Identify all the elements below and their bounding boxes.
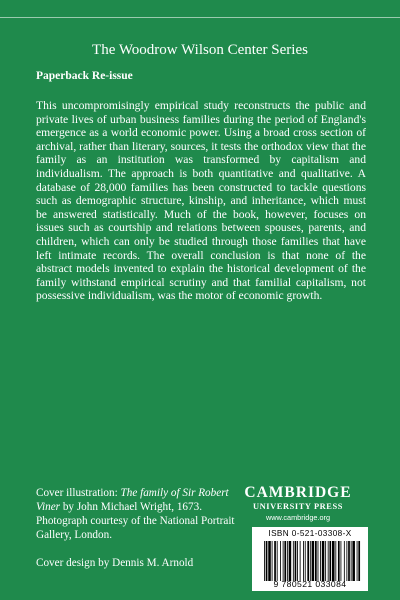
publisher-logo	[238, 485, 358, 522]
isbn-barcode	[252, 527, 368, 591]
credit-suffix: by John Michael Wright, 1673. Photograph courtesy of the National Portrait Gallery, London.	[36, 501, 235, 541]
top-divider	[0, 17, 400, 18]
cover-illustration-credit	[36, 486, 246, 542]
blurb-paragraph: This uncompromisingly empirical study reconstructs the public and private lives of urban business families during the period of England's emergence as a world economic power. Using a broad cross section of archival, rather than literary, sources, it tests the orthodox view that the family as an institution was transformed by capitalism and individualism. The approach is both quantitative and qualitative. A database of 28,000 families has been constructed to tackle questions such as demographic structure, kinship, and inheritance, which must be answered statistically. Much of the book, however, focuses on issues such as courtship and relations between spouses, parents, and children, which can only be studied through those families that have left intimate records. The overall conclusion is that none of the abstract models invented to explain the historical development of the family withstand empirical scrutiny and that familial capitalism, not possessive individualism, was the motor of economic growth.	[36, 99, 366, 303]
publisher-url: www.cambridge.org	[265, 513, 331, 522]
publisher-name: CAMBRIDGE	[244, 484, 352, 501]
ean-digits: 9 780521 033084	[273, 579, 347, 589]
edition-label: Paperback Re-issue	[36, 70, 133, 82]
series-title: The Woodrow Wilson Center Series	[92, 42, 308, 58]
barcode-bars	[262, 541, 362, 581]
artwork-title: The family of Sir Robert Viner	[36, 487, 229, 513]
credit-prefix: Cover illustration:	[36, 487, 121, 499]
cover-design-credit: Cover design by Dennis M. Arnold	[36, 557, 194, 569]
isbn-label: ISBN 0-521-03308-X	[268, 529, 352, 538]
publisher-subname: UNIVERSITY PRESS	[252, 502, 344, 511]
